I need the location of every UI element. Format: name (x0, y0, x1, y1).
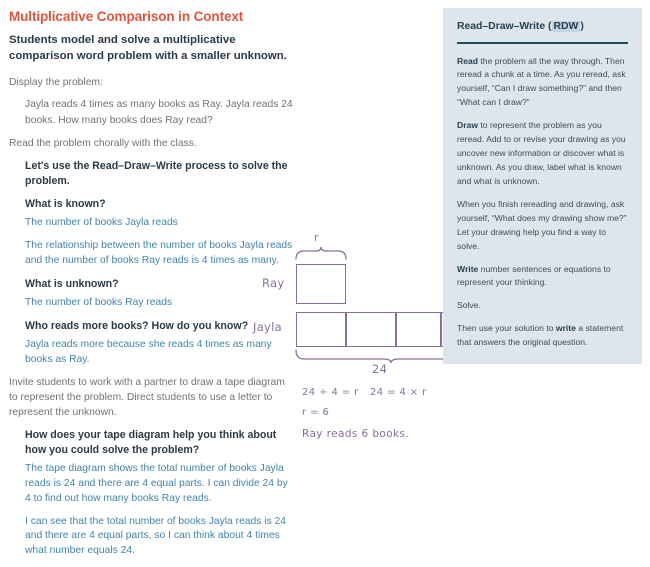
rdw-lead-write: Write (457, 263, 479, 274)
rdw-reference-panel (443, 8, 642, 364)
known-answer-first: The number of books Jayla reads (25, 217, 178, 229)
tape-diagram-instruction: Invite students to work with a partner to draw a tape diagram to represent the problem. Direct students to use a letter to represent the unknown. (9, 376, 285, 418)
rdw-lead-write-verb: write (555, 323, 576, 334)
rdw-step-reflect: When you finish rereading and drawing, ask yourself, “What does my drawing show me?” Let your drawing help you find a way to solve. (457, 198, 627, 251)
solve-answer-first: The tape diagram shows the total number of books Jayla reads is 24 and there are 4 equal parts. I can divide 24 by 4 to find out how many books Ray reads. (25, 462, 288, 504)
tape-diagram-sketch (253, 232, 462, 442)
rdw-title-close: ) (580, 21, 584, 32)
rdw-panel-title (457, 20, 628, 34)
jayla-tape-unit (346, 312, 396, 347)
lesson-objective: Students model and solve a multiplicative comparison word problem with a smaller unknown. (9, 34, 287, 63)
rdw-acronym-badge: RDW (553, 21, 579, 32)
rdw-statement-pre: Then use your solution to (457, 323, 556, 334)
rdw-step-solve: Solve. (457, 300, 481, 311)
ray-row-label: Ray (262, 276, 285, 290)
page-title: Multiplicative Comparison in Context (9, 9, 244, 24)
known-answer-second: The relationship between the number of books Jayla reads and the number of books Ray reads is 4 times as many. (25, 240, 293, 267)
equation-division: 24 ÷ 4 = r (302, 387, 359, 398)
jayla-row-label: Jayla (253, 320, 282, 334)
equation-solution: r = 6 (302, 407, 330, 418)
compare-prompt: Who reads more books? How do you know? (25, 320, 249, 333)
rdw-dialogue-block (9, 159, 293, 368)
total-value-label: 24 (372, 362, 388, 376)
known-prompt: What is known? (25, 198, 106, 211)
word-problem-text: Jayla reads 4 times as many books as Ray. Jayla reads 24 books. How many books does Ray read? (25, 99, 293, 126)
rdw-step-read-text: the problem all the way through. Then reread a chunk at a time. As you reread, ask yourself, “Can I draw something?” and then “What can I draw?” (457, 55, 626, 108)
solve-answer-second: I can see that the total number of books Jayla reads is 24 and there are 4 equal parts, so I can think about 4 times what number equals 24. (25, 515, 287, 557)
rdw-lead-draw: Draw (457, 120, 479, 131)
rdw-lead-read: Read (457, 55, 479, 66)
rdw-statement-post: a statement that answers the original question. (457, 323, 624, 348)
jayla-tape-unit (296, 312, 346, 347)
rdw-step-statement (457, 322, 628, 350)
rdw-step-write-text: number sentences or equations to represent your thinking. (457, 263, 611, 288)
rdw-step-draw-text: to represent the problem as you reread. Add to or revise your drawing as you uncover new information or discover what is unknown. As you draw, label what is known and what is unknown. (457, 120, 626, 186)
equation-multiplication: 24 = 4 × r (370, 387, 427, 398)
jayla-tape-unit (396, 312, 441, 347)
ray-tape-unit (296, 264, 346, 304)
rdw-step-write (457, 263, 628, 291)
choral-read-instruction: Read the problem chorally with the class. (9, 138, 197, 150)
compare-answer: Jayla reads more because she reads 4 times as many books as Ray. (25, 339, 272, 366)
lesson-content-column (0, 0, 300, 567)
unknown-answer: The number of books Ray reads (25, 297, 173, 309)
rdw-intro-prompt: Let's use the Read–Draw–Write process to solve the problem. (25, 160, 288, 188)
ray-brace-icon (294, 246, 374, 262)
solve-dialogue-block (9, 428, 293, 560)
solve-prompt: How does your tape diagram help you think about how you could solve the problem? (25, 428, 277, 456)
rdw-title-text: Read–Draw–Write ( (457, 21, 552, 32)
unknown-variable-label: r (314, 232, 319, 244)
rdw-step-read (457, 55, 628, 111)
display-problem-instruction: Display the problem: (9, 76, 103, 88)
answer-statement: Ray reads 6 books. (302, 428, 410, 440)
rdw-step-draw (457, 119, 628, 189)
panel-divider (457, 42, 628, 44)
unknown-prompt: What is unknown? (25, 278, 119, 291)
